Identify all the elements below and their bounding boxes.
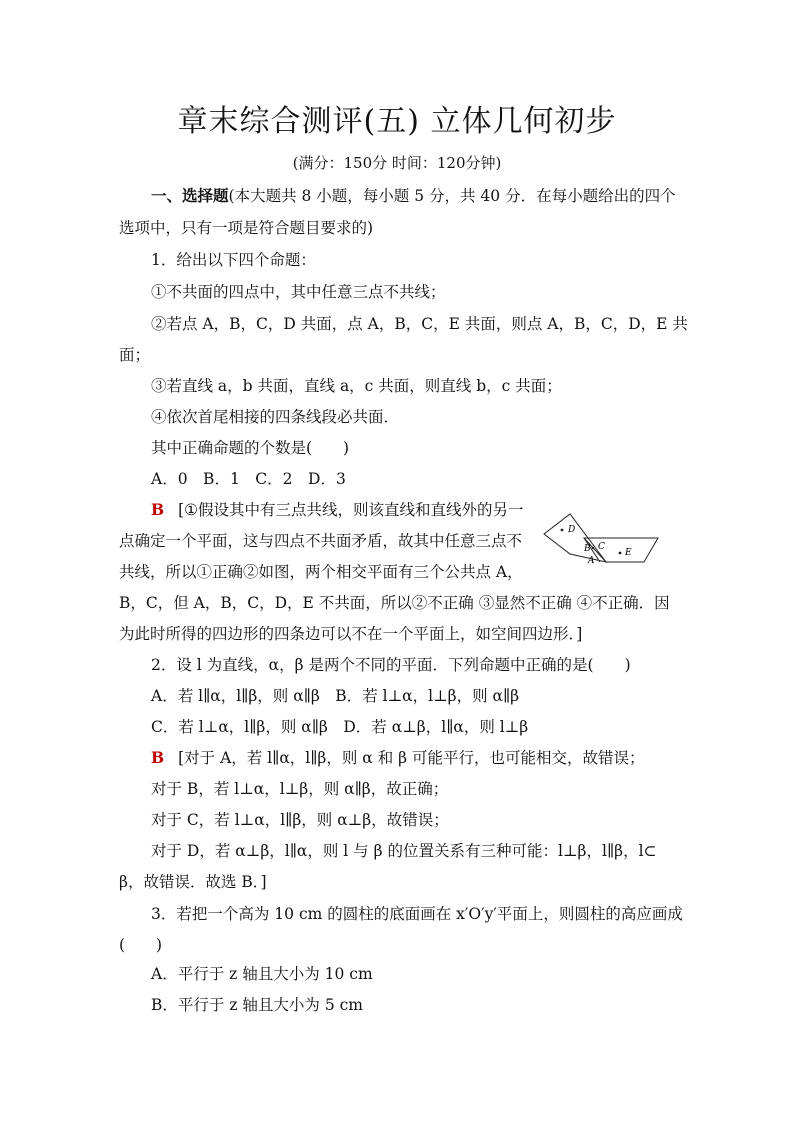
q2-options-cd: C．若 l⊥α，l∥β，则 α∥β D．若 α⊥β，l∥α，则 l⊥β bbox=[151, 718, 529, 736]
q2-stem: 2．设 l 为直线，α，β 是两个不同的平面．下列命题中正确的是( ) bbox=[151, 656, 631, 674]
q2-explanation-line-3: 对于 C，若 l⊥α，l∥β，则 α⊥β，故错误； bbox=[151, 811, 449, 829]
q2-answer: B bbox=[151, 748, 165, 767]
section-desc-1: (本大题共 8 小题，每小题 5 分，共 40 分．在每小题给出的四个 bbox=[228, 187, 676, 205]
q3-stem-2: ( ) bbox=[119, 936, 163, 954]
q1-answer: B bbox=[151, 500, 165, 519]
q1-explanation-line-3: 共线，所以①正确②如图，两个相交平面有三个公共点 A， bbox=[119, 563, 523, 581]
q1-explanation-line-1 bbox=[151, 498, 524, 520]
page-title: 章末综合测评(五) 立体几何初步 bbox=[177, 104, 617, 139]
q2-exp-text-1: [对于 A，若 l∥α，l∥β，则 α 和 β 可能平行，也可能相交，故错误； bbox=[178, 749, 645, 767]
q1-explanation-line-5: 为此时所得的四边形的四条边可以不在一个平面上，如空间四边形．] bbox=[119, 625, 583, 643]
q3-stem-1: 3．若把一个高为 10 cm 的圆柱的底面画在 x′O′y′平面上，则圆柱的高应画成 bbox=[151, 905, 683, 923]
q1-stem: 1．给出以下四个命题： bbox=[151, 251, 316, 269]
label-d: D bbox=[568, 525, 576, 535]
section-desc-2: 选项中，只有一项是符合题目要求的) bbox=[119, 219, 374, 237]
q1-explanation-line-2: 点确定一个平面，这与四点不共面矛盾，故其中任意三点不 bbox=[119, 532, 523, 550]
q2-options-ab: A．若 l∥α，l∥β，则 α∥β B．若 l⊥α，l⊥β，则 α∥β bbox=[151, 687, 520, 705]
q2-explanation-line-2: 对于 B，若 l⊥α，l⊥β，则 α∥β，故正确； bbox=[151, 780, 449, 798]
exam-info: (满分：150分 时间：120分钟) bbox=[292, 154, 502, 172]
q1-statement-4: ④依次首尾相接的四条线段必共面． bbox=[151, 408, 400, 426]
q1-exp-text-1: [①假设其中有三点共线，则该直线和直线外的另一 bbox=[178, 501, 524, 519]
q1-question: 其中正确命题的个数是( ) bbox=[151, 439, 350, 457]
section-heading: 一、选择题 bbox=[151, 186, 229, 205]
label-c: C bbox=[598, 542, 605, 552]
label-e: E bbox=[625, 548, 632, 558]
point-d bbox=[561, 529, 564, 532]
q1-options: A．0 B．1 C．2 D．3 bbox=[151, 470, 346, 488]
q2-explanation-line-5: β，故错误．故选 B．] bbox=[119, 873, 267, 891]
q1-statement-3: ③若直线 a，b 共面，直线 a，c 共面，则直线 b，c 共面； bbox=[151, 377, 562, 395]
label-a: A bbox=[588, 556, 595, 566]
point-e bbox=[619, 552, 622, 555]
label-b: B bbox=[584, 544, 591, 554]
q3-option-b: B．平行于 z 轴且大小为 5 cm bbox=[151, 996, 364, 1014]
q1-statement-2b: 面； bbox=[119, 346, 151, 364]
q1-statement-2a: ②若点 A，B，C，D 共面，点 A，B，C，E 共面，则点 A，B，C，D，E 共 bbox=[151, 315, 688, 333]
plane-right bbox=[584, 538, 658, 562]
q2-explanation-line-1 bbox=[151, 746, 645, 768]
section-intro-line-1 bbox=[151, 184, 676, 206]
q3-option-a: A．平行于 z 轴且大小为 10 cm bbox=[151, 965, 373, 983]
q1-statement-1: ①不共面的四点中，其中任意三点不共线； bbox=[151, 283, 446, 301]
point-b bbox=[592, 547, 594, 549]
q2-explanation-line-4: 对于 D，若 α⊥β，l∥α，则 l 与 β 的位置关系有三种可能：l⊥β，l∥β，l⊂ bbox=[151, 842, 657, 860]
q1-explanation-line-4: B，C，但 A，B，C，D，E 不共面，所以②不正确 ③显然不正确 ④不正确．因 bbox=[119, 594, 670, 612]
intersecting-planes-figure bbox=[540, 508, 662, 566]
